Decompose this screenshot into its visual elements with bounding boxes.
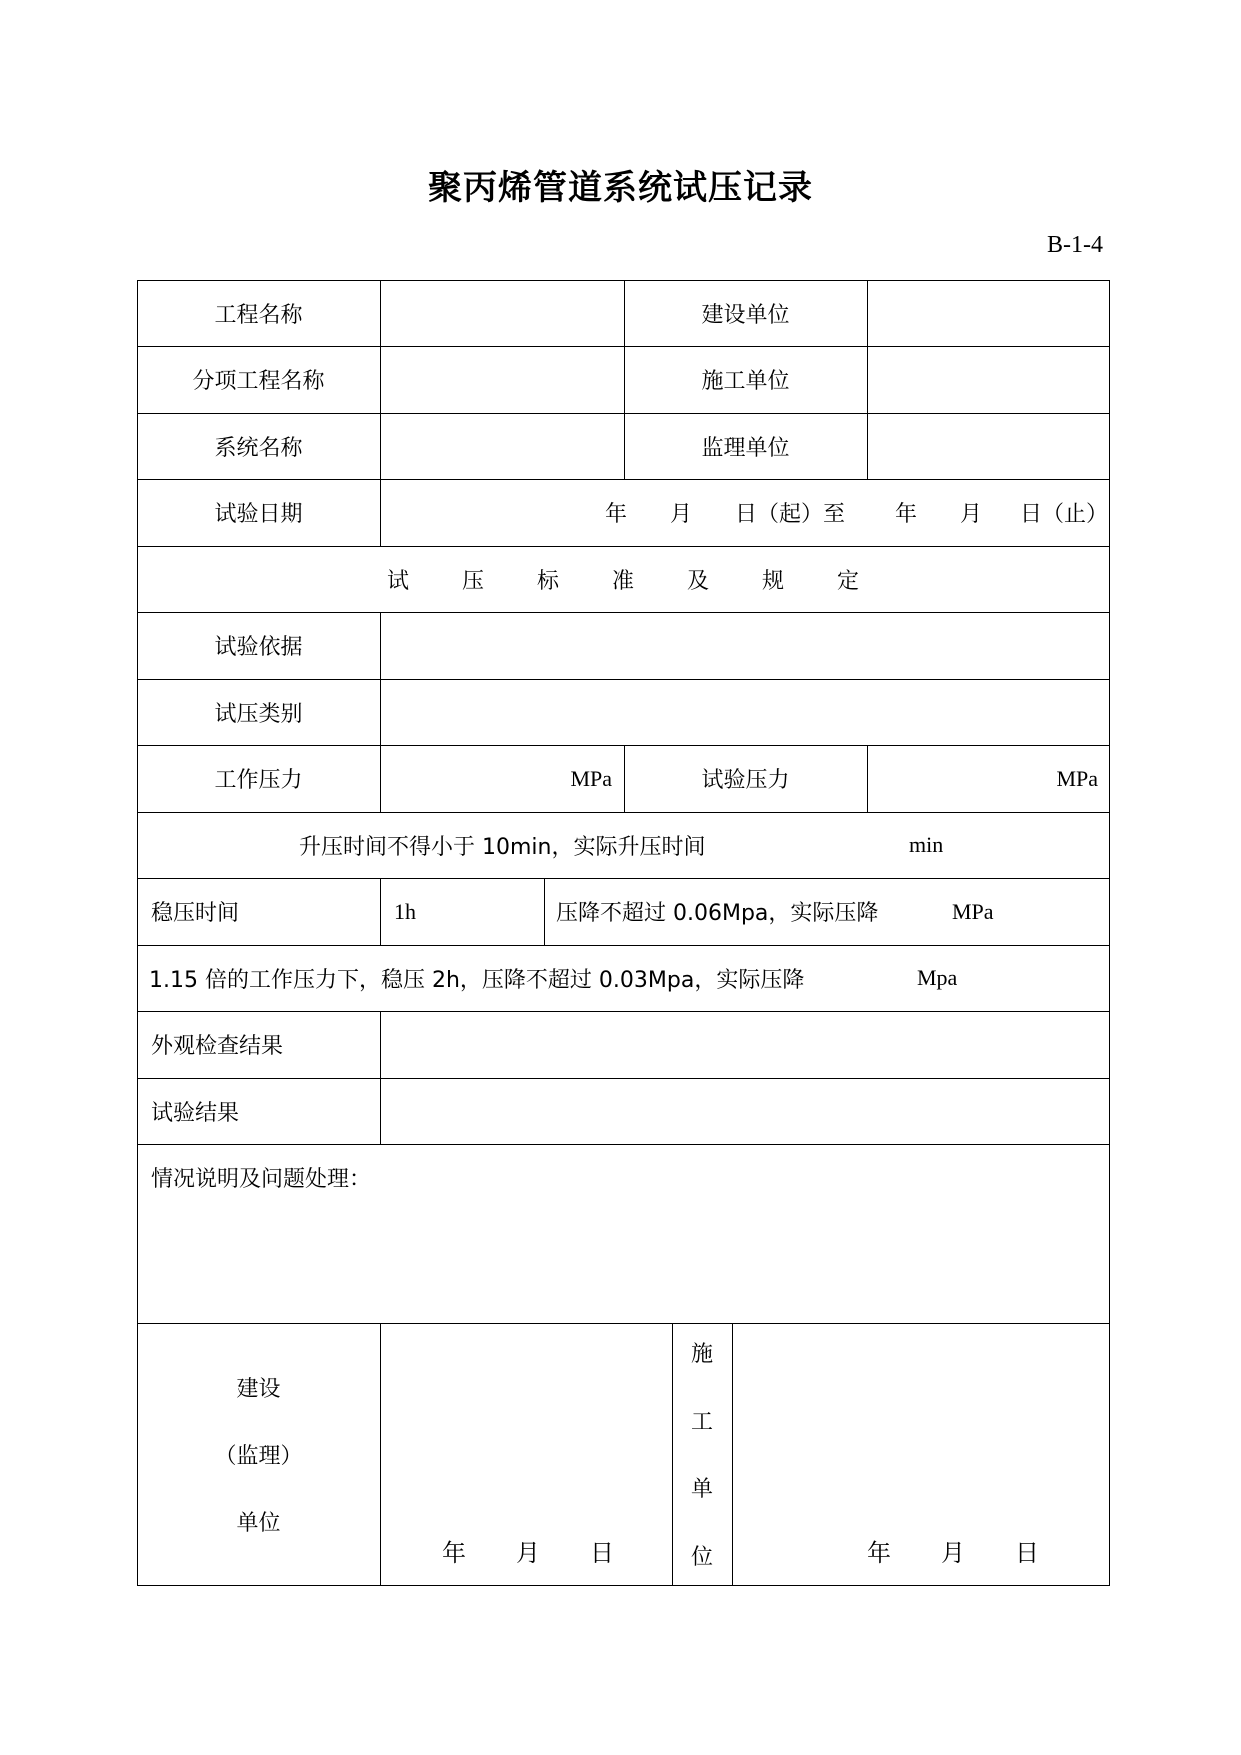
construction-unit-value[interactable]: [867, 346, 1110, 413]
hold-115-row[interactable]: [137, 945, 1110, 1011]
build-supervision-label: [137, 1323, 380, 1585]
standards-char: 标: [537, 568, 560, 594]
hold-time-label: 稳压时间: [151, 901, 240, 926]
hold-time-value: 1h: [394, 898, 416, 924]
standards-char: 规: [762, 568, 785, 594]
form-code: B-1-4: [1047, 232, 1103, 258]
vertical-char: 单: [690, 1477, 713, 1503]
pressure-drop-field[interactable]: [544, 878, 1110, 945]
date-month-end: 月: [960, 502, 983, 527]
remarks-label: 情况说明及问题处理：: [151, 1167, 372, 1192]
build-label-line: （监理）: [214, 1443, 303, 1469]
test-type-label: 试压类别: [214, 701, 303, 727]
build-unit-label: 建设单位: [701, 302, 790, 328]
result-label: 试验结果: [151, 1100, 240, 1126]
supervision-unit-value[interactable]: [867, 413, 1110, 479]
result-value[interactable]: [380, 1078, 1110, 1144]
construction-signature-area[interactable]: [732, 1323, 1110, 1585]
build-unit-value[interactable]: [867, 280, 1110, 346]
pressure-drop-text: 压降不超过 0.06Mpa，实际压降: [556, 901, 879, 926]
work-pressure-field[interactable]: [380, 745, 624, 812]
remarks-field[interactable]: [137, 1144, 1110, 1323]
date-day: 日: [1015, 1539, 1039, 1567]
rise-time-row[interactable]: [137, 812, 1110, 878]
build-sign-date: [442, 1533, 664, 1568]
test-pressure-field[interactable]: [867, 745, 1110, 812]
pressure-drop-unit: MPa: [952, 898, 994, 924]
construction-sign-date: [867, 1533, 1089, 1568]
project-name-value[interactable]: [380, 280, 624, 346]
test-type-value[interactable]: [380, 679, 1110, 745]
standards-char: 定: [837, 568, 860, 594]
vertical-char: 施: [690, 1342, 713, 1367]
date-month-start: 月: [670, 502, 693, 527]
project-name-label: 工程名称: [214, 302, 303, 328]
standards-header: [137, 546, 1110, 612]
sub-project-value[interactable]: [380, 346, 624, 413]
work-pressure-label: 工作压力: [214, 768, 303, 793]
date-year: 年: [442, 1539, 466, 1567]
supervision-unit-label: 监理单位: [701, 435, 790, 461]
appearance-value[interactable]: [380, 1011, 1110, 1078]
test-date-label: 试验日期: [214, 502, 303, 527]
date-year-start: 年: [605, 502, 628, 527]
date-month: 月: [941, 1539, 965, 1567]
date-year: 年: [867, 1539, 891, 1567]
hold-115-unit: Mpa: [917, 965, 958, 990]
test-basis-label: 试验依据: [214, 635, 303, 660]
build-label-line: 建设: [236, 1376, 281, 1402]
construction-unit-label: 施工单位: [701, 369, 790, 394]
date-day-start: 日（起）至: [735, 502, 846, 527]
build-signature-area[interactable]: [380, 1323, 672, 1585]
system-name-label: 系统名称: [214, 435, 303, 461]
rise-time-text: 升压时间不得小于 10min，实际升压时间: [299, 834, 706, 860]
system-name-value[interactable]: [380, 413, 624, 479]
vertical-char: 工: [690, 1409, 713, 1435]
rise-time-unit: min: [909, 832, 944, 857]
test-pressure-unit: MPa: [1056, 765, 1098, 791]
hold-115-text: 1.15 倍的工作压力下，稳压 2h，压降不超过 0.03Mpa，实际压降: [149, 967, 805, 993]
test-pressure-label: 试验压力: [701, 768, 790, 793]
build-label-line: 单位: [236, 1510, 281, 1536]
standards-char: 试: [387, 568, 410, 594]
test-date-field[interactable]: [380, 479, 1110, 546]
date-month: 月: [516, 1539, 540, 1567]
test-basis-value[interactable]: [380, 612, 1110, 679]
date-year-end: 年: [895, 502, 918, 527]
work-pressure-unit: MPa: [570, 765, 612, 791]
document-title: 聚丙烯管道系统试压记录: [428, 168, 813, 208]
standards-char: 准: [612, 568, 635, 594]
test-record-table: [137, 280, 1110, 1586]
construction-unit-vertical-label: [672, 1323, 732, 1585]
vertical-char: 位: [690, 1544, 713, 1570]
table-border-bottom: [137, 1585, 1110, 1586]
sub-project-label: 分项工程名称: [192, 369, 325, 394]
date-day: 日: [590, 1539, 614, 1567]
standards-char: 及: [687, 568, 710, 594]
standards-char: 压: [462, 568, 485, 594]
appearance-label: 外观检查结果: [151, 1034, 284, 1059]
date-day-end: 日（止）: [1020, 502, 1109, 527]
